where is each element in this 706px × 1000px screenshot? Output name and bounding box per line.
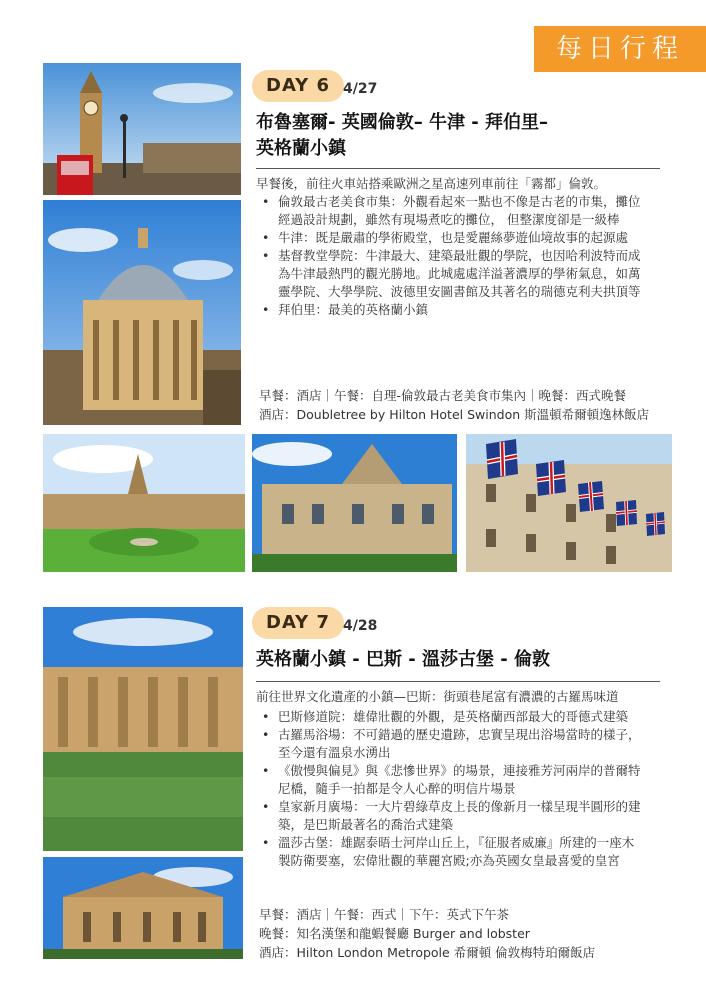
roman-baths-photo xyxy=(43,607,243,851)
list-item: • 《傲慢與偏見》與《悲慘世界》的場景，連接雅芳河兩岸的普爾特 尼橋，隨手一拍都是令人心醉的明信片場景 xyxy=(256,762,686,798)
list-item: • 古羅馬浴場：不可錯過的歷史遺跡，忠實呈現出浴場當時的樣子， 至今還有溫泉水湧出 xyxy=(256,726,686,762)
list-item: • 拜伯里：最美的英格蘭小鎮 xyxy=(256,301,686,319)
list-item: • 溫莎古堡：雄踞泰晤士河岸山丘上，『征服者威廉』所建的一座木 製防衛要塞，宏偉壯觀的華麗宮殿;亦為英國女皇最喜愛的皇宮 xyxy=(256,834,686,870)
day7-label: DAY 7 xyxy=(252,607,344,639)
day7-title: 英格蘭小鎮 - 巴斯 - 溫莎古堡 - 倫敦 xyxy=(256,649,551,670)
day6-date: 4/27 xyxy=(343,81,378,97)
list-item: • 牛津：既是嚴肅的學術殿堂，也是愛麗絲夢遊仙境故事的起源處 xyxy=(256,229,686,247)
page-header-title: 每日行程 xyxy=(534,26,706,72)
big-ben-photo xyxy=(43,63,241,195)
windsor-chapel-photo xyxy=(43,857,243,959)
list-item: • 皇家新月廣場：一大片碧綠草皮上長的像新月一樣呈現半圓形的建 築，是巴斯最著名的喬治式建築 xyxy=(256,798,686,834)
day6-title-line1: 布魯塞爾- 英國倫敦– 牛津 - 拜伯里– xyxy=(256,112,549,133)
day7-divider xyxy=(256,681,660,682)
union-jack-street-photo xyxy=(466,434,672,572)
radcliffe-camera-photo xyxy=(43,200,241,425)
day7-point-list xyxy=(256,708,686,870)
day7-hotel: 酒店：Hilton London Metropole 希爾頓 倫敦梅特珀爾飯店 xyxy=(259,945,596,960)
day7-intro: 前往世界文化遺產的小鎮—巴斯：街頭巷尾富有濃濃的古羅馬味道 xyxy=(256,689,619,704)
list-item: • 巴斯修道院：雄偉壯觀的外觀，是英格蘭西部最大的哥德式建築 xyxy=(256,708,686,726)
oxford-college-photo xyxy=(252,434,457,572)
day6-hotel: 酒店：Doubletree by Hilton Hotel Swindon 斯溫頓希爾頓逸林飯店 xyxy=(259,407,650,422)
day7-meals: 早餐：酒店｜午餐：西式｜下午：英式下午茶 xyxy=(259,907,510,922)
day6-meals: 早餐：酒店｜午餐：自理-倫敦最古老美食市集內｜晚餐：西式晚餐 xyxy=(259,388,627,403)
day7-date: 4/28 xyxy=(343,618,378,634)
day6-point-list xyxy=(256,193,686,319)
day7-dinner: 晚餐：知名漢堡和龍蝦餐廳 Burger and lobster xyxy=(259,926,530,941)
day6-divider xyxy=(256,168,660,169)
day6-title-line2: 英格蘭小鎮 xyxy=(256,138,346,159)
christ-church-quad-photo xyxy=(43,434,245,572)
list-item: • 基督教堂學院：牛津最大、建築最壯觀的學院，也因哈利波特而成 為牛津最熱門的觀光勝地。此城處處洋溢著濃厚的學術氣息，如萬 靈學院、大學學院、波德里安圖書館及其著名的瑞德克利夫拱頂等 xyxy=(256,247,686,301)
list-item: • 倫敦最古老美食市集：外觀看起來一點也不像是古老的市集，攤位 經過設計規劃，雖然有現場煮吃的攤位， 但整潔度卻是一級棒 xyxy=(256,193,686,229)
day6-intro: 早餐後，前往火車站搭乘歐洲之星高速列車前往「霧都」倫敦。 xyxy=(256,176,607,191)
day6-label: DAY 6 xyxy=(252,70,344,102)
